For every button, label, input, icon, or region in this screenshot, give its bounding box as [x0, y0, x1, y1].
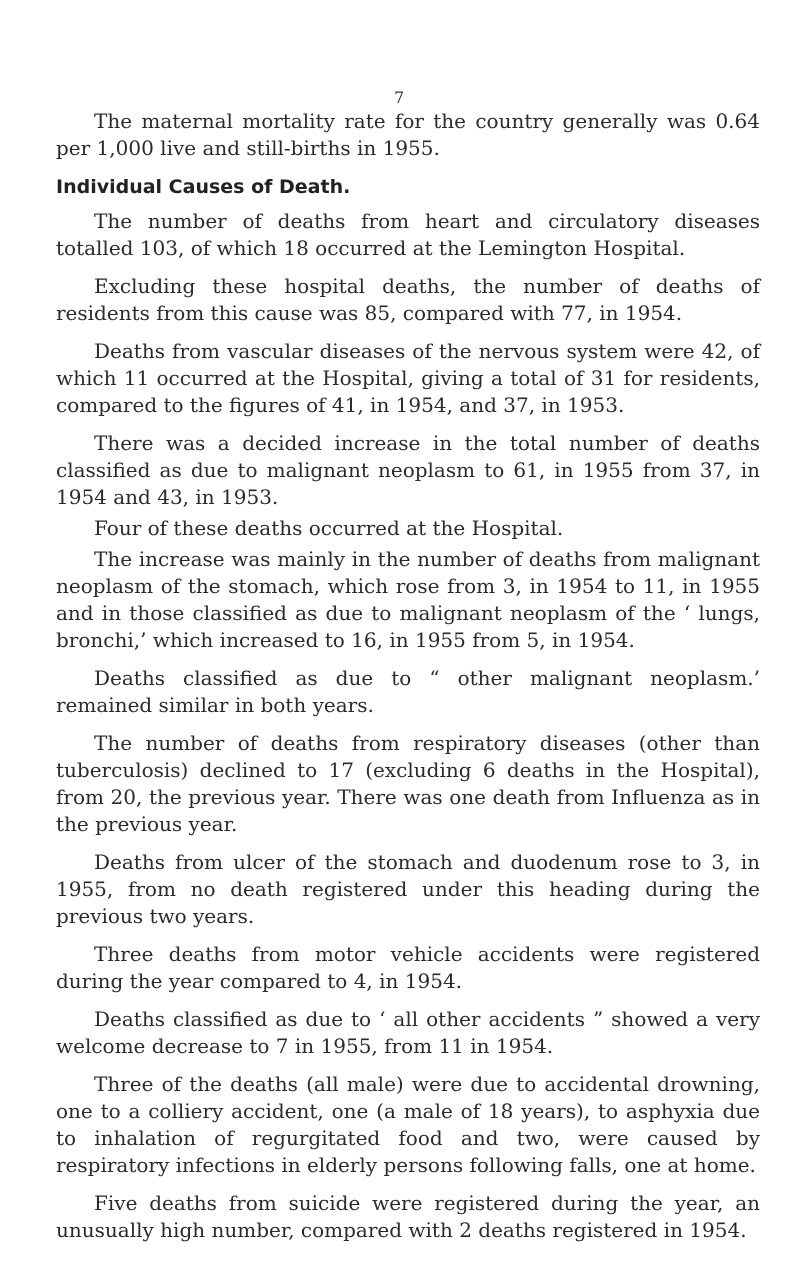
paragraph-hospital-four: Four of these deaths occurred at the Hospital. [94, 516, 564, 540]
paragraph-suicide: Five deaths from suicide were registered during the year, an unusually high number, compared with 2 deaths registered in 1954. [56, 1191, 760, 1242]
paragraph-excluding-hospital: Excluding these hospital deaths, the number of deaths of residents from this cause was 85, compared with 77, in 1954. [56, 274, 760, 325]
document-body [56, 108, 760, 1255]
paragraph-motor-vehicle: Three deaths from motor vehicle accidents were registered during the year compared to 4, in 1954. [56, 942, 760, 993]
paragraph-other-accidents: Deaths classified as due to ‘ all other accidents ” showed a very welcome decrease to 7 in 1955, from 11 in 1954. [56, 1007, 760, 1058]
paragraph-maternal-mortality: The maternal mortality rate for the country generally was 0.64 per 1,000 live and still-births in 1955. [56, 109, 760, 160]
paragraph-other-malignant: Deaths classified as due to “ other malignant neoplasm.’ remained similar in both years. [56, 666, 760, 717]
paragraph-heart-disease: The number of deaths from heart and circulatory diseases totalled 103, of which 18 occurred at the Lemington Hospital. [56, 209, 760, 260]
paragraph-ulcer: Deaths from ulcer of the stomach and duodenum rose to 3, in 1955, from no death registered under this heading during the previous two years. [56, 850, 760, 928]
paragraph-vascular-diseases: Deaths from vascular diseases of the nervous system were 42, of which 11 occurred at the Hospital, giving a total of 31 for residents, compared to the figures of 41, in 1954, and 37, in 1953. [56, 339, 760, 417]
section-heading: Individual Causes of Death. [56, 176, 351, 198]
paragraph-malignant-increase: There was a decided increase in the total number of deaths classified as due to malignant neoplasm to 61, in 1955 from 37, in 1954 and 43, in 1953. [56, 431, 760, 509]
paragraph-stomach-lungs: The increase was mainly in the number of deaths from malignant neoplasm of the stomach, which rose from 3, in 1954 to 11, in 1955 and in those classified as due to malignant neoplasm of the ‘ lungs, bronchi,’ which increased to 16, in 1955 from 5, in 1954. [56, 547, 760, 652]
page-number: 7 [394, 88, 405, 107]
paragraph-respiratory: The number of deaths from respiratory diseases (other than tuberculosis) declined to 17 (excluding 6 deaths in the Hospital), from 20, the previous year. There was one death from Influenza as in the previous year. [56, 731, 760, 836]
paragraph-drowning: Three of the deaths (all male) were due to accidental drowning, one to a colliery accident, one (a male of 18 years), to asphyxia due to inhalation of regurgitated food and two, were caused by respiratory infections in elderly persons following falls, one at home. [56, 1072, 760, 1177]
